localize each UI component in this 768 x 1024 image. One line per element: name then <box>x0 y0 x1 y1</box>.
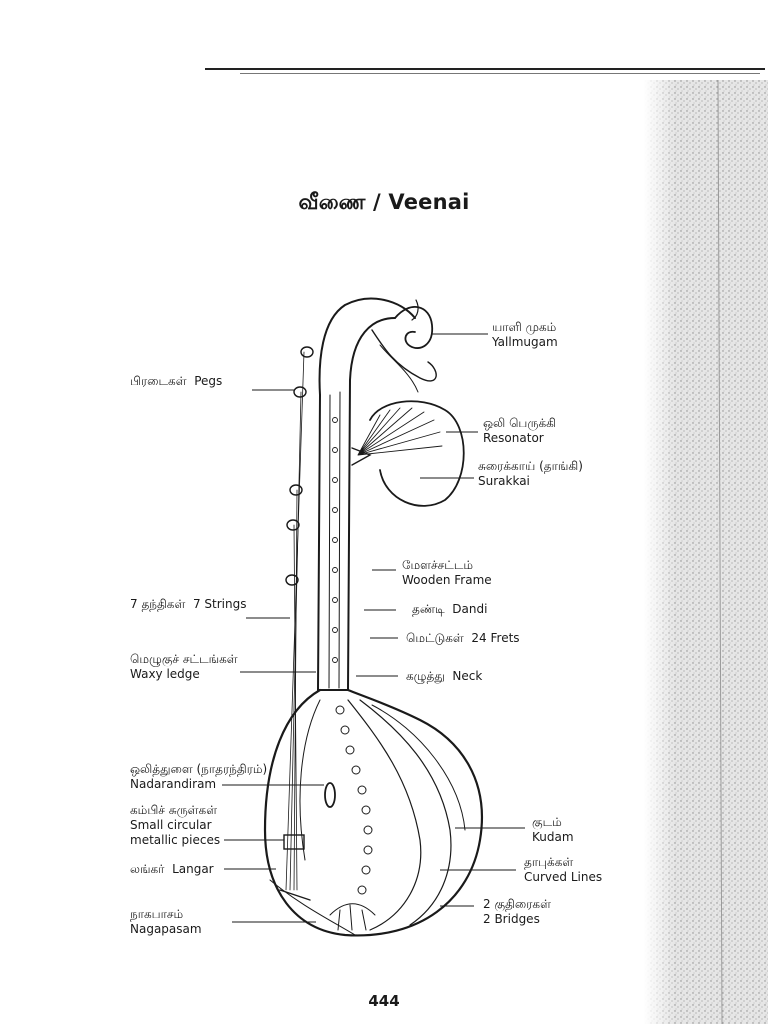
label-dandi: தண்டி Dandi <box>412 602 488 616</box>
kudam-body <box>265 690 482 935</box>
label-langar: லங்கர் Langar <box>130 862 214 876</box>
label-neck: கழுத்து Neck <box>406 669 483 683</box>
label-bridges: 2 குதிரைகள் 2 Bridges <box>483 897 551 926</box>
label-strings: 7 தந்திகள் 7 Strings <box>130 597 247 611</box>
page-title: வீணை / Veenai <box>298 190 470 214</box>
label-surakkai: சுரைக்காய் (தாங்கி) Surakkai <box>478 459 583 488</box>
sound-hole <box>325 783 335 807</box>
label-waxy-ledge: மெழுகுச் சட்டங்கள் Waxy ledge <box>130 652 238 681</box>
label-frets: மெட்டுகள் 24 Frets <box>406 631 520 645</box>
label-wooden-frame: மேளச்சட்டம் Wooden Frame <box>402 558 492 587</box>
label-resonator: ஒலி பெருக்கி Resonator <box>483 416 556 445</box>
yali-head <box>395 307 432 348</box>
label-curved-lines: தாபுக்கள் Curved Lines <box>524 855 603 884</box>
label-nadarandiram: ஒலித்துளை (நாதரந்திரம்) Nadarandiram <box>130 762 268 791</box>
label-nagapasam: நாகபாசம் Nagapasam <box>130 907 202 936</box>
label-yallmugam: யாளி முகம் Yallmugam <box>492 320 558 349</box>
label-kudam: குடம் Kudam <box>532 815 574 844</box>
page-number: 444 <box>368 992 400 1010</box>
label-small-metallic-pieces: கம்பிச் சுருள்கள் Small circular metallic pieces <box>130 803 221 847</box>
label-pegs: பிரடைகள் Pegs <box>130 374 223 388</box>
